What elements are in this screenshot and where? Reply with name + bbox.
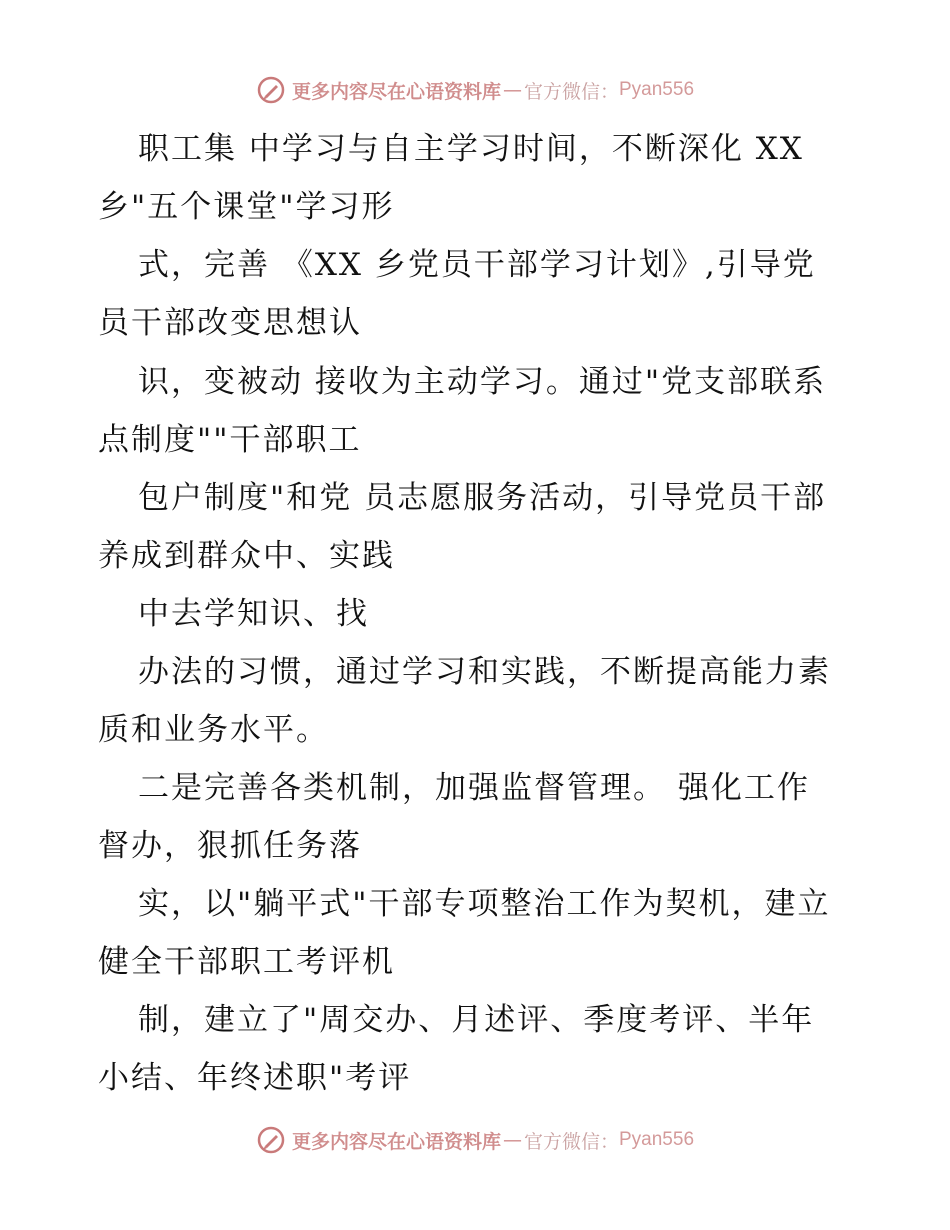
watermark-header: [0, 70, 950, 110]
text-line: 中去学知识、找: [138, 596, 369, 632]
text-line: 办法的习惯，通过学习和实践，不断提高能力素: [138, 654, 831, 690]
watermark-footer: [0, 1120, 950, 1160]
watermark-dash: —: [502, 1129, 522, 1151]
pen-logo-icon: [256, 1125, 286, 1155]
text-line: 式，完善 《XX 乡党员干部学习计划》,引导党: [138, 247, 816, 283]
text-line: 包户制度"和党 员志愿服务活动，引导党员干部: [138, 480, 827, 516]
pen-logo-icon: [256, 75, 286, 105]
text-line: 职工集 中学习与自主学习时间，不断深化 XX: [138, 131, 804, 167]
text-line: 识，变被动 接收为主动学习。通过"党支部联系: [138, 364, 827, 400]
text-line: 员干部改变思想认: [98, 305, 362, 341]
watermark-wechat-id: Pyan556: [619, 79, 695, 100]
text-line: 实，以"躺平式"干部专项整治工作为契机，建立: [138, 886, 831, 922]
text-line: 小结、年终述职"考评: [98, 1060, 412, 1096]
watermark-official-label: 官方微信：: [523, 80, 619, 103]
watermark-main-text: 更多内容尽在心语资料库: [291, 80, 501, 103]
text-line: 督办，狠抓任务落: [98, 828, 362, 864]
watermark-official-label: 官方微信：: [523, 1130, 619, 1153]
watermark-wechat-id: Pyan556: [619, 1129, 695, 1150]
text-line: 制，建立了"周交办、月述评、季度考评、半年: [138, 1002, 815, 1038]
watermark-main-text: 更多内容尽在心语资料库: [291, 1130, 501, 1153]
watermark-dash: —: [502, 79, 522, 101]
text-line: 健全干部职工考评机: [98, 944, 395, 980]
text-line: 二是完善各类机制，加强监督管理。 强化工作: [138, 770, 810, 806]
text-line: 乡"五个课堂"学习形: [98, 189, 395, 225]
text-line: 养成到群众中、实践: [98, 538, 395, 574]
text-line: 质和业务水平。: [98, 712, 329, 748]
text-line: 点制度""干部职工: [98, 422, 362, 458]
